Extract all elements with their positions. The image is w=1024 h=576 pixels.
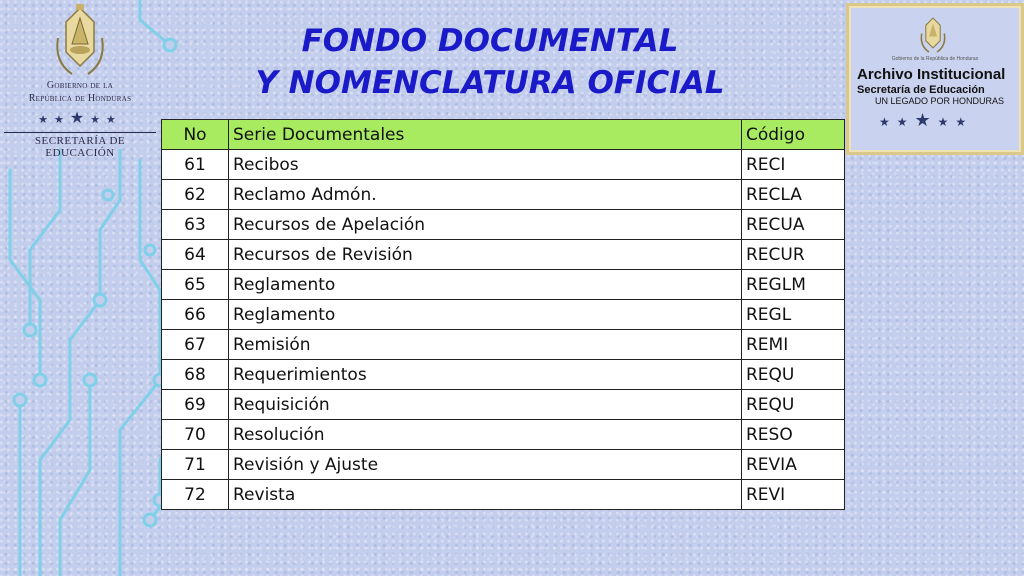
title-line2: Y NOMENCLATURA OFICIAL bbox=[255, 65, 725, 101]
cell-serie: Remisión bbox=[229, 330, 742, 360]
cell-serie: Recursos de Apelación bbox=[229, 210, 742, 240]
legado-label: UN LEGADO POR HONDURAS bbox=[875, 96, 1005, 106]
cell-serie: Reclamo Admón. bbox=[229, 180, 742, 210]
right-logo-small-text: Gobierno de la República de Honduras bbox=[891, 56, 979, 62]
table-row bbox=[162, 480, 845, 510]
cell-serie: Recibos bbox=[229, 150, 742, 180]
cell-codigo: RESO bbox=[742, 420, 845, 450]
nomenclature-table bbox=[161, 119, 845, 510]
title-line1: FONDO DOCUMENTAL bbox=[301, 23, 679, 59]
table-header-row bbox=[162, 120, 845, 150]
cell-codigo: RECI bbox=[742, 150, 845, 180]
cell-no: 62 bbox=[162, 180, 229, 210]
cell-no: 61 bbox=[162, 150, 229, 180]
stars-icon: ★★★★★ bbox=[879, 110, 974, 130]
cell-no: 68 bbox=[162, 360, 229, 390]
table-row bbox=[162, 300, 845, 330]
cell-codigo: REVIA bbox=[742, 450, 845, 480]
table-row bbox=[162, 270, 845, 300]
page-title bbox=[220, 20, 760, 104]
cell-codigo: RECUA bbox=[742, 210, 845, 240]
cell-no: 72 bbox=[162, 480, 229, 510]
cell-codigo: REGL bbox=[742, 300, 845, 330]
table-row bbox=[162, 420, 845, 450]
cell-serie: Revista bbox=[229, 480, 742, 510]
table-row bbox=[162, 240, 845, 270]
honduras-coat-of-arms-icon bbox=[50, 4, 110, 78]
stars-icon: ★★★★★ bbox=[38, 110, 122, 127]
cell-no: 70 bbox=[162, 420, 229, 450]
cell-codigo: REMI bbox=[742, 330, 845, 360]
honduras-coat-of-arms-icon bbox=[917, 16, 949, 54]
cell-serie: Resolución bbox=[229, 420, 742, 450]
cell-codigo: RECLA bbox=[742, 180, 845, 210]
cell-serie: Requisición bbox=[229, 390, 742, 420]
left-logo bbox=[0, 0, 160, 159]
table-row bbox=[162, 390, 845, 420]
cell-serie: Reglamento bbox=[229, 300, 742, 330]
cell-codigo: REQU bbox=[742, 390, 845, 420]
secretaria-label: SECRETARÍA DE EDUCACIÓN bbox=[4, 132, 156, 159]
header-codigo: Código bbox=[742, 120, 845, 150]
table-row bbox=[162, 450, 845, 480]
cell-no: 65 bbox=[162, 270, 229, 300]
cell-serie: Recursos de Revisión bbox=[229, 240, 742, 270]
cell-codigo: REVI bbox=[742, 480, 845, 510]
cell-serie: Revisión y Ajuste bbox=[229, 450, 742, 480]
cell-no: 67 bbox=[162, 330, 229, 360]
cell-serie: Requerimientos bbox=[229, 360, 742, 390]
right-logo bbox=[846, 3, 1024, 155]
gobierno-line1: Gobierno de la bbox=[46, 80, 114, 91]
table-row bbox=[162, 210, 845, 240]
cell-codigo: REQU bbox=[742, 360, 845, 390]
header-serie: Serie Documentales bbox=[229, 120, 742, 150]
cell-no: 63 bbox=[162, 210, 229, 240]
table-row bbox=[162, 180, 845, 210]
cell-no: 66 bbox=[162, 300, 229, 330]
cell-codigo: REGLM bbox=[742, 270, 845, 300]
cell-no: 64 bbox=[162, 240, 229, 270]
table-row bbox=[162, 330, 845, 360]
gobierno-line2: República de Honduras bbox=[28, 93, 132, 104]
table-row bbox=[162, 150, 845, 180]
secretaria-educacion-label: Secretaría de Educación bbox=[857, 84, 985, 96]
table-row bbox=[162, 360, 845, 390]
cell-no: 69 bbox=[162, 390, 229, 420]
header-no: No bbox=[162, 120, 229, 150]
cell-no: 71 bbox=[162, 450, 229, 480]
archivo-label: Archivo Institucional bbox=[857, 66, 1006, 83]
cell-serie: Reglamento bbox=[229, 270, 742, 300]
cell-codigo: RECUR bbox=[742, 240, 845, 270]
